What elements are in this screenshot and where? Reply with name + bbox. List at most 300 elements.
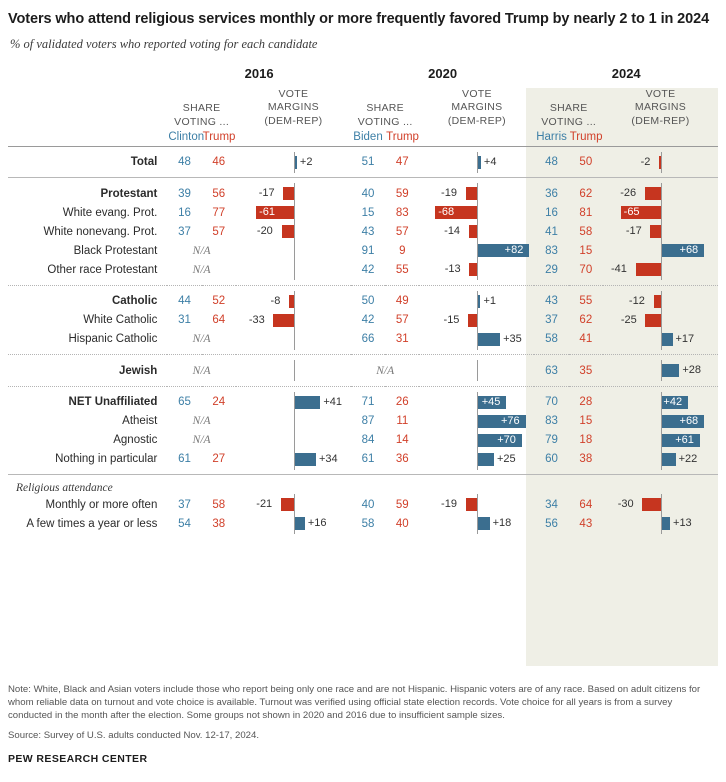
candidate-dem-2024: Harris: [536, 130, 567, 143]
margin-bar-cell: [236, 203, 351, 222]
value-rep: 43: [579, 517, 593, 530]
margin-bar-dem: [295, 396, 320, 409]
value-dem: 51: [361, 156, 375, 169]
margin-header-line3: (DEM-REP): [264, 114, 323, 127]
margin-value-label: -19: [441, 187, 457, 200]
margin-bar-rep: [289, 295, 294, 308]
value-dem: 36: [545, 187, 558, 200]
value-rep: 38: [212, 517, 226, 530]
value-rep: 40: [395, 517, 409, 530]
value-rep: 18: [579, 434, 593, 447]
table-row: [8, 330, 718, 349]
row-label: Agnostic: [113, 434, 158, 447]
zero-line: [294, 310, 295, 331]
row-label: Black Protestant: [73, 244, 158, 257]
margin-bar-cell: [236, 311, 351, 330]
margin-bar-rep: [659, 156, 661, 169]
value-rep: 36: [395, 453, 409, 466]
margin-bar-cell: [603, 184, 718, 203]
value-dem: 50: [361, 295, 375, 308]
value-na: N/A: [376, 364, 395, 377]
value-rep: 57: [212, 225, 226, 238]
margin-bar-dem: [662, 517, 670, 530]
share-header-2024: [534, 87, 603, 128]
value-rep: 83: [395, 206, 409, 219]
value-rep: 58: [212, 498, 226, 511]
margin-bar-dem: [295, 156, 297, 169]
value-dem: 61: [178, 453, 191, 466]
margin-header-line2: MARGINS: [267, 101, 319, 114]
value-dem: 58: [361, 517, 375, 530]
row-label: Atheist: [122, 415, 158, 428]
value-na: N/A: [192, 415, 211, 428]
candidate-dem-2020: Biden: [353, 130, 383, 143]
value-rep: 15: [579, 415, 593, 428]
column-group-header-row: [8, 87, 718, 128]
table-row: [8, 153, 718, 172]
margin-bar-rep: [645, 187, 661, 200]
value-dem: 40: [361, 498, 375, 511]
zero-line: [477, 310, 478, 331]
margin-bar-rep: [469, 263, 477, 276]
zero-line: [294, 494, 295, 515]
value-dem: 31: [178, 314, 191, 327]
candidate-rep-2024: Trump: [569, 130, 603, 143]
margin-bar-rep: [273, 314, 293, 327]
margin-header-2020: [419, 87, 534, 128]
share-header-line2: VOTING ...: [357, 115, 413, 128]
table-row: [8, 241, 718, 260]
brand-label: PEW RESEARCH CENTER: [8, 752, 148, 765]
margin-header-line3: (DEM-REP): [631, 114, 690, 127]
zero-line: [661, 494, 662, 515]
zero-line: [294, 240, 295, 261]
margin-value-label: -65: [623, 206, 640, 219]
share-header-line1: SHARE: [549, 102, 588, 115]
zero-line: [661, 310, 662, 331]
value-dem: 40: [361, 187, 375, 200]
candidate-dem-2016: Clinton: [168, 130, 205, 143]
value-rep: 50: [579, 156, 593, 169]
margin-value-label: +22: [678, 452, 698, 465]
margin-bar-rep: [650, 225, 661, 238]
share-header-line2: VOTING ...: [174, 115, 230, 128]
margin-value-label: -21: [256, 498, 273, 511]
margin-bar-cell: [419, 292, 534, 311]
value-rep: 81: [579, 206, 593, 219]
row-label: White Catholic: [83, 314, 158, 327]
margin-bar-cell: [419, 514, 534, 533]
zero-line: [661, 152, 662, 173]
row-label: Catholic: [111, 295, 158, 308]
margin-header-line1: VOTE: [645, 88, 676, 101]
value-rep: 14: [395, 434, 409, 447]
value-rep: 11: [396, 415, 409, 428]
panel-year-2024: 2024: [611, 66, 641, 82]
zero-line: [477, 360, 478, 381]
value-rep: 59: [395, 187, 409, 200]
margin-bar-cell: [236, 260, 351, 279]
value-rep: 59: [395, 498, 409, 511]
margin-value-label: +13: [673, 517, 692, 530]
margin-value-label: -2: [640, 155, 651, 168]
zero-line: [661, 183, 662, 204]
margin-value-label: +28: [682, 364, 701, 377]
value-rep: 9: [399, 244, 406, 257]
value-dem: 42: [361, 314, 375, 327]
margin-bar-dem: [478, 453, 494, 466]
margin-value-label: -17: [258, 187, 275, 200]
margin-bar-dem: [662, 364, 679, 377]
margin-value-label: -8: [270, 294, 281, 307]
value-rep: 27: [212, 453, 226, 466]
margin-bar-cell: [603, 292, 718, 311]
value-rep: 35: [579, 364, 593, 377]
margin-value-label: +17: [675, 332, 695, 345]
margin-bar-cell: [419, 222, 534, 241]
margin-value-label: -26: [620, 187, 637, 200]
table-row: [8, 184, 718, 203]
margin-bar-cell: [603, 412, 718, 431]
value-dem: 58: [545, 333, 558, 346]
value-rep: 55: [579, 295, 593, 308]
margin-value-label: +1: [483, 294, 496, 307]
value-dem: 91: [361, 244, 375, 257]
value-dem: 43: [361, 225, 375, 238]
table-row: [8, 514, 718, 533]
page-title: Voters who attend religious services monthly or more frequently favored Trump by nearly 2 to 1 in 2024: [8, 11, 710, 27]
value-dem: 37: [178, 498, 191, 511]
margin-bar-dem: [478, 156, 480, 169]
margin-header-line2: MARGINS: [634, 101, 687, 114]
margin-value-label: +45: [481, 395, 501, 408]
value-dem: 34: [545, 498, 558, 511]
table-row: [8, 203, 718, 222]
margin-bar-cell: [236, 393, 351, 412]
margin-value-label: -33: [248, 313, 265, 326]
value-rep: 55: [395, 263, 409, 276]
value-rep: 26: [395, 396, 409, 409]
value-rep: 49: [395, 295, 409, 308]
table-row: [8, 412, 718, 431]
value-rep: 38: [579, 453, 593, 466]
row-label: Jewish: [118, 364, 158, 377]
value-rep: 15: [579, 244, 593, 257]
margin-value-label: +2: [299, 155, 313, 168]
value-dem: 48: [178, 156, 191, 169]
margin-bar-cell: [419, 260, 534, 279]
value-dem: 39: [178, 187, 191, 200]
value-dem: 44: [178, 295, 191, 308]
row-label: White nonevang. Prot.: [43, 225, 158, 238]
margin-value-label: +76: [500, 414, 520, 427]
value-rep: 64: [579, 498, 593, 511]
margin-value-label: -20: [256, 225, 273, 238]
zero-line: [477, 221, 478, 242]
margin-bar-cell: [603, 241, 718, 260]
margin-bar-cell: [603, 260, 718, 279]
margin-bar-rep: [466, 187, 478, 200]
margin-bar-rep: [466, 498, 478, 511]
margin-value-label: +68: [679, 244, 699, 257]
margin-value-label: -41: [610, 263, 627, 276]
value-na: N/A: [192, 244, 211, 257]
zero-line: [294, 329, 295, 350]
margin-header-2024: [603, 87, 718, 128]
margin-header-line1: VOTE: [462, 88, 492, 101]
margin-value-label: +70: [497, 433, 516, 446]
footer: [8, 684, 718, 765]
source-line: Source: Survey of U.S. adults conducted Nov. 12-17, 2024.: [8, 729, 260, 741]
value-dem: 65: [178, 396, 191, 409]
table-row: [8, 431, 718, 450]
margin-bar-cell: [419, 241, 534, 260]
value-rep: 56: [212, 187, 226, 200]
margin-value-label: +4: [483, 155, 497, 168]
margin-bar-rep: [281, 498, 294, 511]
candidate-rep-2016: Trump: [202, 130, 236, 143]
margin-bar-cell: [236, 495, 351, 514]
margin-bar-cell: [419, 412, 534, 431]
margin-bar-cell: [236, 514, 351, 533]
zero-line: [294, 202, 295, 223]
margin-bar-cell: [236, 450, 351, 469]
margin-value-label: -68: [438, 206, 455, 219]
zero-line: [294, 183, 295, 204]
zero-line: [477, 202, 478, 223]
table-row: [8, 450, 718, 469]
value-rep: 28: [579, 396, 593, 409]
margin-bar-rep: [469, 225, 478, 238]
value-dem: 70: [545, 396, 558, 409]
section-label-row: [8, 481, 718, 495]
chart-subtitle: % of validated voters who reported voting for each candidate: [10, 37, 318, 52]
value-rep: 52: [212, 295, 226, 308]
value-rep: 62: [579, 314, 593, 327]
value-dem: 83: [545, 244, 558, 257]
margin-bar-cell: [419, 495, 534, 514]
margin-header-line1: VOTE: [278, 88, 309, 101]
value-dem: 56: [545, 517, 558, 530]
share-header-line2: VOTING ...: [541, 115, 597, 128]
value-dem: 79: [545, 434, 558, 447]
value-dem: 87: [361, 415, 375, 428]
value-na: N/A: [192, 434, 211, 447]
margin-bar-rep: [642, 498, 661, 511]
margin-bar-dem: [662, 453, 676, 466]
margin-bar-rep: [283, 187, 294, 200]
margin-value-label: -13: [444, 263, 461, 276]
value-na: N/A: [192, 263, 211, 276]
row-label: Total: [130, 156, 158, 169]
margin-bar-rep: [636, 263, 661, 276]
zero-line: [661, 291, 662, 312]
value-dem: 37: [178, 225, 191, 238]
table-row: [8, 361, 718, 380]
zero-line: [294, 291, 295, 312]
share-header-2016: [167, 87, 236, 128]
margin-value-label: +25: [496, 452, 516, 465]
margin-bar-cell: [603, 311, 718, 330]
table-row: [8, 292, 718, 311]
margin-bar-cell: [236, 184, 351, 203]
value-dem: 71: [361, 396, 375, 409]
value-rep: 41: [579, 333, 593, 346]
margin-bar-dem: [478, 517, 489, 530]
margin-value-label: +16: [307, 517, 327, 530]
margin-bar-cell: [236, 241, 351, 260]
value-dem: 41: [545, 225, 558, 238]
candidate-header-row: [8, 129, 718, 147]
margin-value-label: -14: [444, 225, 461, 238]
footnote: Note: White, Black and Asian voters include those who report being only one race and are not Hispanic. Hispanic voters are of any race. Based on adult citizens for whom reliable data on turnout and vote choice is available. Turnout was verified using official state election records. Vote choice for all years is from a survey conducted in the month after the election. Some groups not shown in 2020 and 2016 due to insufficient sample sizes.: [8, 684, 701, 721]
margin-value-label: +35: [503, 332, 522, 345]
zero-line: [477, 259, 478, 280]
value-rep: 46: [212, 156, 226, 169]
value-na: N/A: [192, 364, 211, 377]
share-header-line1: SHARE: [366, 102, 404, 115]
zero-line: [477, 183, 478, 204]
margin-bar-cell: [419, 153, 534, 172]
value-rep: 58: [579, 225, 593, 238]
row-label: Protestant: [100, 187, 158, 200]
value-rep: 64: [212, 314, 226, 327]
table-row: [8, 495, 718, 514]
value-dem: 37: [545, 314, 558, 327]
margin-bar-cell: [603, 203, 718, 222]
table-row: [8, 260, 718, 279]
value-rep: 57: [395, 225, 409, 238]
row-label: Hispanic Catholic: [68, 333, 158, 346]
value-dem: 66: [361, 333, 375, 346]
margin-bar-dem: [478, 333, 500, 346]
value-na: N/A: [192, 333, 211, 346]
value-rep: 24: [212, 396, 226, 409]
row-label: Other race Protestant: [47, 263, 158, 276]
margin-bar-cell: [419, 450, 534, 469]
margin-bar-cell: [419, 184, 534, 203]
margin-value-label: +82: [504, 244, 524, 257]
margin-bar-rep: [282, 225, 294, 238]
row-label: Monthly or more often: [45, 498, 158, 511]
value-dem: 61: [361, 453, 375, 466]
margin-bar-rep: [468, 314, 477, 327]
row-label: A few times a year or less: [26, 517, 158, 530]
margin-bar-cell: [603, 222, 718, 241]
margin-bar-cell: [419, 311, 534, 330]
zero-line: [661, 259, 662, 280]
value-dem: 16: [545, 206, 558, 219]
year-header-row: [8, 64, 718, 87]
value-rep: 31: [395, 333, 409, 346]
margin-bar-cell: [236, 361, 351, 380]
margin-bar-rep: [654, 295, 661, 308]
candidate-rep-2020: Trump: [386, 130, 419, 143]
margin-value-label: -12: [628, 294, 645, 307]
panel-year-2016: 2016: [244, 66, 274, 82]
zero-line: [661, 202, 662, 223]
margin-bar-cell: [419, 203, 534, 222]
zero-line: [294, 411, 295, 432]
margin-bar-cell: [603, 393, 718, 412]
row-label: White evang. Prot.: [62, 206, 158, 219]
margin-bar-dem: [295, 453, 316, 466]
row-label: NET Unaffiliated: [68, 396, 158, 409]
margin-value-label: -30: [617, 498, 634, 511]
margin-bar-cell: [603, 330, 718, 349]
value-dem: 63: [545, 364, 558, 377]
margin-bar-cell: [419, 330, 534, 349]
margin-value-label: +41: [323, 395, 342, 408]
margin-value-label: +68: [679, 414, 699, 427]
section-label: Religious attendance: [16, 482, 113, 495]
margin-bar-cell: [603, 450, 718, 469]
value-dem: 16: [178, 206, 191, 219]
value-rep: 47: [395, 156, 409, 169]
zero-line: [294, 360, 295, 381]
value-dem: 84: [361, 434, 375, 447]
value-dem: 60: [545, 453, 558, 466]
table-row: [8, 393, 718, 412]
share-header-line1: SHARE: [182, 102, 221, 115]
margin-bar-dem: [478, 295, 480, 308]
zero-line: [294, 430, 295, 451]
margin-header-line2: MARGINS: [451, 101, 503, 114]
value-rep: 57: [395, 314, 409, 327]
zero-line: [477, 494, 478, 515]
share-header-2020: [351, 87, 420, 128]
value-rep: 70: [579, 263, 593, 276]
margin-bar-cell: [236, 330, 351, 349]
row-label: Nothing in particular: [55, 453, 158, 466]
value-dem: 54: [178, 517, 191, 530]
zero-line: [294, 221, 295, 242]
value-rep: 77: [212, 206, 226, 219]
vote-table: [8, 64, 718, 533]
margin-value-label: +42: [663, 395, 683, 408]
margin-value-label: +18: [492, 517, 512, 530]
margin-bar-dem: [295, 517, 305, 530]
margin-bar-cell: [236, 153, 351, 172]
margin-value-label: -61: [259, 206, 275, 219]
margin-bar-cell: [236, 431, 351, 450]
margin-value-label: +61: [675, 433, 694, 446]
margin-bar-cell: [236, 412, 351, 431]
margin-value-label: -19: [441, 498, 457, 511]
margin-value-label: -17: [625, 225, 642, 238]
margin-bar-cell: [603, 495, 718, 514]
margin-bar-cell: [419, 361, 534, 380]
panel-year-2020: 2020: [428, 66, 458, 82]
margin-bar-cell: [603, 153, 718, 172]
margin-bar-cell: [603, 431, 718, 450]
margin-bar-cell: [419, 393, 534, 412]
margin-bar-cell: [236, 222, 351, 241]
margin-header-line3: (DEM-REP): [447, 114, 506, 127]
margin-value-label: +34: [318, 452, 338, 465]
margin-bar-cell: [603, 514, 718, 533]
zero-line: [294, 259, 295, 280]
value-dem: 42: [361, 263, 375, 276]
value-dem: 43: [545, 295, 558, 308]
table-body: [8, 146, 718, 533]
table-row: [8, 311, 718, 330]
margin-bar-rep: [645, 314, 661, 327]
value-dem: 83: [545, 415, 558, 428]
value-rep: 62: [579, 187, 593, 200]
margin-bar-cell: [419, 431, 534, 450]
value-dem: 15: [361, 206, 375, 219]
